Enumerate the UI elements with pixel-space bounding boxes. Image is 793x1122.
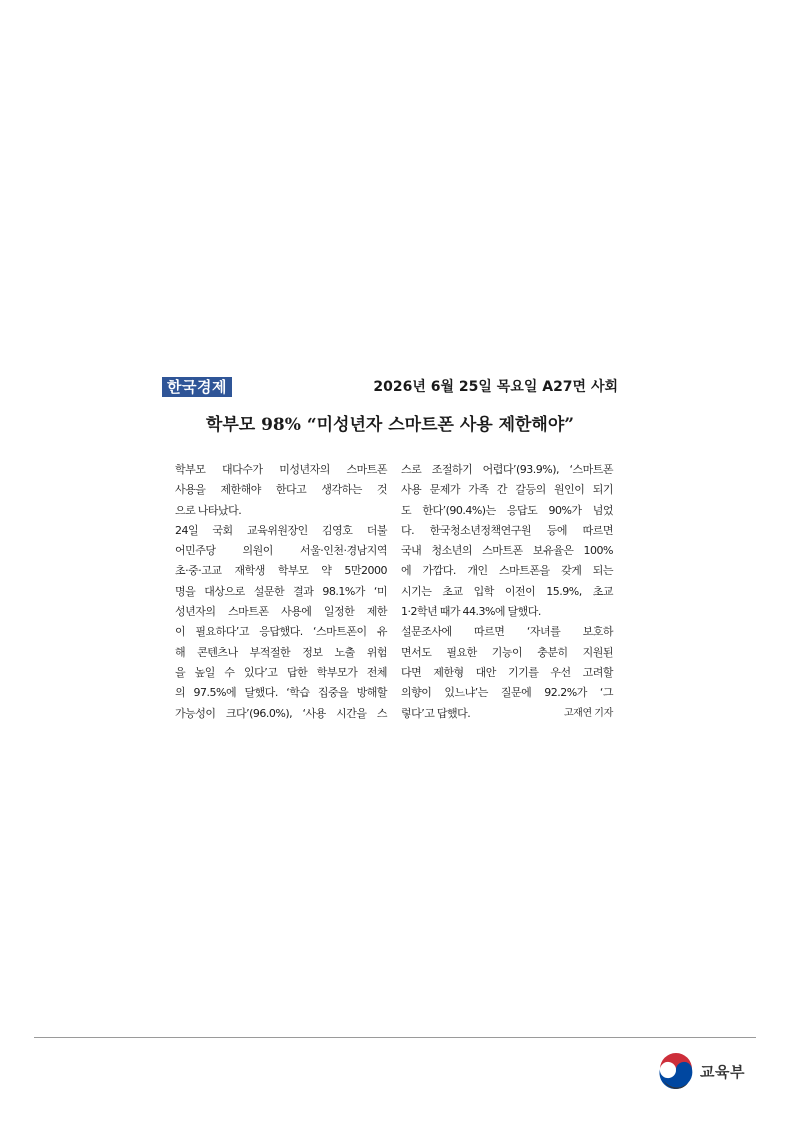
body-line: 사용 문제가 가족 간 갈등의 원인이 되기 — [401, 483, 613, 497]
body-line: 으로 나타났다. — [175, 503, 242, 517]
body-line: 설문조사에 따르면 ‘자녀를 보호하 — [401, 625, 613, 639]
taegeuk-emblem-icon — [658, 1053, 694, 1089]
ministry-name: 교육부 — [700, 1062, 745, 1081]
body-line: 학부모 대다수가 미성년자의 스마트폰 — [175, 463, 387, 476]
body-line: 에 가깝다. 개인 스마트폰을 갖게 되는 — [401, 564, 613, 578]
body-line: 명을 대상으로 설문한 결과 98.1%가 ‘미 — [175, 584, 387, 598]
article-headline: 학부모 98% “미성년자 스마트폰 사용 제한해야” — [205, 415, 575, 435]
footer-logo — [658, 1053, 745, 1089]
publication-name: 한국경제 — [162, 377, 232, 397]
masthead — [162, 377, 618, 399]
body-line-final — [401, 704, 613, 724]
body-line: 성년자의 스마트폰 사용에 일정한 제한 — [175, 605, 387, 619]
body-line: 해 콘텐츠나 부적절한 정보 노출 위험 — [175, 645, 387, 659]
body-line: 국내 청소년의 스마트폰 보유율은 100% — [401, 544, 613, 558]
article-column-left — [175, 460, 387, 724]
footer-divider — [34, 1037, 756, 1038]
body-line: 도 한다’(90.4%)는 응답도 90%가 넘었 — [401, 503, 613, 517]
article-column-right — [401, 460, 613, 724]
body-line: 스로 조절하기 어렵다’(93.9%), ‘스마트폰 — [401, 463, 613, 476]
body-line: 24일 국회 교육위원장인 김영호 더불 — [175, 523, 387, 537]
body-line: 시기는 초교 입학 이전이 15.9%, 초교 — [401, 584, 613, 598]
body-line: 다. 한국청소년정책연구원 등에 따르면 — [401, 523, 613, 537]
body-line-text: 렇다’고 답했다. — [401, 706, 471, 720]
edition-info: 2026년 6월 25일 목요일 A27면 사회 — [373, 379, 618, 395]
body-line: 의 97.5%에 달했다. ‘학습 집중을 방해할 — [175, 686, 387, 700]
body-line: 의향이 있느냐’는 질문에 92.2%가 ‘그 — [401, 686, 613, 700]
body-line: 초·중·고교 재학생 학부모 약 5만2000 — [175, 564, 387, 578]
body-line: 가능성이 크다’(96.0%), ‘사용 시간을 스 — [175, 706, 387, 720]
body-line: 을 높일 수 있다’고 답한 학부모가 전체 — [175, 665, 387, 679]
body-line: 어민주당 의원이 서울·인천·경남지역 — [175, 544, 387, 558]
body-line: 면서도 필요한 기능이 충분히 지원된 — [401, 645, 613, 659]
body-line: 다면 제한형 대안 기기를 우선 고려할 — [401, 665, 613, 679]
body-line: 이 필요하다’고 응답했다. ‘스마트폰이 유 — [175, 625, 387, 639]
body-line: 사용을 제한해야 한다고 생각하는 것 — [175, 483, 387, 497]
body-line: 1·2학년 때가 44.3%에 달했다. — [401, 605, 541, 619]
byline: 고재연 기자 — [563, 707, 613, 719]
